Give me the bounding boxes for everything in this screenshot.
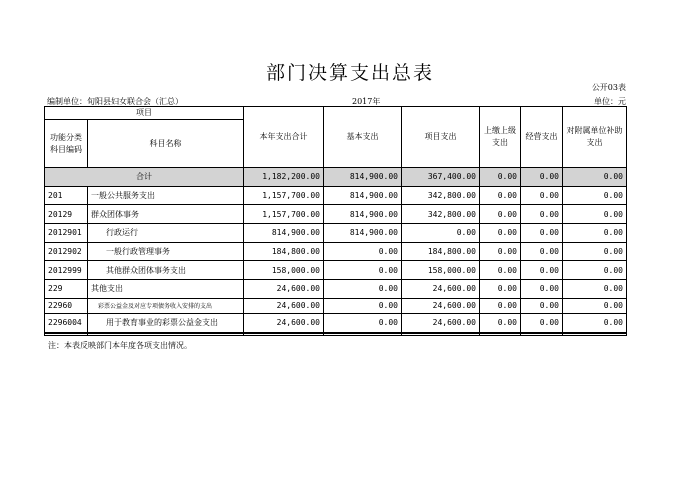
cell-code: 201 xyxy=(45,186,88,205)
header-basic: 基本支出 xyxy=(324,107,402,168)
compiling-unit: 编制单位：旬阳县妇女联合会（汇总） xyxy=(47,97,183,106)
cell-project: 184,800.00 xyxy=(402,242,480,261)
cell-name: 其他群众团体事务支出 xyxy=(88,261,244,280)
cell-code: 2296004 xyxy=(45,314,88,333)
table-note: 注：本表反映部门本年度各项支出情况。 xyxy=(48,341,192,350)
cell-project: 367,400.00 xyxy=(402,168,480,187)
cell-name: 行政运行 xyxy=(88,223,244,242)
cell-subsidy: 0.00 xyxy=(563,279,627,298)
cell-business: 0.00 xyxy=(521,279,563,298)
cell-upper: 0.00 xyxy=(480,223,521,242)
cell-code: 20129 xyxy=(45,205,88,224)
cell-upper: 0.00 xyxy=(480,168,521,187)
cell-project: 24,600.00 xyxy=(402,298,480,314)
cell-total: 814,900.00 xyxy=(244,223,324,242)
cell-name: 一般公共服务支出 xyxy=(88,186,244,205)
cell-project: 24,600.00 xyxy=(402,314,480,333)
cell-upper: 0.00 xyxy=(480,298,521,314)
cell-basic: 0.00 xyxy=(324,261,402,280)
cell-total: 1,157,700.00 xyxy=(244,186,324,205)
cell-subsidy: 0.00 xyxy=(563,298,627,314)
table-row xyxy=(45,261,627,280)
cell-business: 0.00 xyxy=(521,314,563,333)
cell-basic: 814,900.00 xyxy=(324,186,402,205)
cell-upper: 0.00 xyxy=(480,205,521,224)
table-row xyxy=(45,242,627,261)
expenditure-table xyxy=(44,106,627,336)
total-row xyxy=(45,168,627,187)
cell-project: 158,000.00 xyxy=(402,261,480,280)
cell-business: 0.00 xyxy=(521,186,563,205)
cell-basic: 814,900.00 xyxy=(324,205,402,224)
cell-basic: 814,900.00 xyxy=(324,168,402,187)
cell-business: 0.00 xyxy=(521,242,563,261)
cell-code: 22960 xyxy=(45,298,88,314)
header-project: 项目支出 xyxy=(402,107,480,168)
cell-upper: 0.00 xyxy=(480,314,521,333)
table-row xyxy=(45,186,627,205)
report-title: 部门决算支出总表 xyxy=(265,62,434,84)
cell-total: 24,600.00 xyxy=(244,279,324,298)
cell-code: 2012999 xyxy=(45,261,88,280)
cell-total: 24,600.00 xyxy=(244,314,324,333)
cell-upper: 0.00 xyxy=(480,186,521,205)
cell-business: 0.00 xyxy=(521,298,563,314)
cell-total: 1,182,200.00 xyxy=(244,168,324,187)
cell-basic: 0.00 xyxy=(324,279,402,298)
table-row xyxy=(45,314,627,333)
cell-subsidy: 0.00 xyxy=(563,314,627,333)
table-row xyxy=(45,279,627,298)
cell-total: 24,600.00 xyxy=(244,298,324,314)
form-number: 公开03表 xyxy=(591,83,626,92)
total-label: 合计 xyxy=(45,168,244,187)
header-subsidy: 对附属单位补助支出 xyxy=(563,107,627,168)
table-row xyxy=(45,298,627,314)
cell-code: 229 xyxy=(45,279,88,298)
cell-name: 一般行政管理事务 xyxy=(88,242,244,261)
header-total: 本年支出合计 xyxy=(244,107,324,168)
cell-name: 其他支出 xyxy=(88,279,244,298)
cell-project: 342,800.00 xyxy=(402,205,480,224)
empty-row xyxy=(45,334,627,336)
cell-total: 184,800.00 xyxy=(244,242,324,261)
cell-subsidy: 0.00 xyxy=(563,168,627,187)
cell-subsidy: 0.00 xyxy=(563,186,627,205)
cell-business: 0.00 xyxy=(521,205,563,224)
cell-code: 2012902 xyxy=(45,242,88,261)
cell-business: 0.00 xyxy=(521,223,563,242)
cell-name: 群众团体事务 xyxy=(88,205,244,224)
cell-name: 彩票公益金及对应专项债务收入安排的支出 xyxy=(88,298,244,314)
cell-basic: 0.00 xyxy=(324,242,402,261)
cell-basic: 0.00 xyxy=(324,298,402,314)
cell-total: 1,157,700.00 xyxy=(244,205,324,224)
currency-unit: 单位：元 xyxy=(594,97,626,106)
cell-project: 0.00 xyxy=(402,223,480,242)
table-row xyxy=(45,205,627,224)
cell-basic: 814,900.00 xyxy=(324,223,402,242)
cell-basic: 0.00 xyxy=(324,314,402,333)
cell-name: 用于教育事业的彩票公益金支出 xyxy=(88,314,244,333)
cell-subsidy: 0.00 xyxy=(563,242,627,261)
report-year: 2017年 xyxy=(352,97,381,106)
cell-subsidy: 0.00 xyxy=(563,223,627,242)
cell-code: 2012901 xyxy=(45,223,88,242)
cell-subsidy: 0.00 xyxy=(563,261,627,280)
header-business: 经营支出 xyxy=(521,107,563,168)
header-upper: 上缴上级支出 xyxy=(480,107,521,168)
header-item: 项目 xyxy=(45,107,244,120)
header-name: 科目名称 xyxy=(88,120,244,168)
cell-upper: 0.00 xyxy=(480,279,521,298)
cell-project: 342,800.00 xyxy=(402,186,480,205)
cell-upper: 0.00 xyxy=(480,242,521,261)
cell-business: 0.00 xyxy=(521,168,563,187)
table-row xyxy=(45,223,627,242)
cell-business: 0.00 xyxy=(521,261,563,280)
header-row-1 xyxy=(45,107,627,120)
header-code: 功能分类科目编码 xyxy=(45,120,88,168)
cell-upper: 0.00 xyxy=(480,261,521,280)
cell-total: 158,000.00 xyxy=(244,261,324,280)
cell-project: 24,600.00 xyxy=(402,279,480,298)
cell-subsidy: 0.00 xyxy=(563,205,627,224)
